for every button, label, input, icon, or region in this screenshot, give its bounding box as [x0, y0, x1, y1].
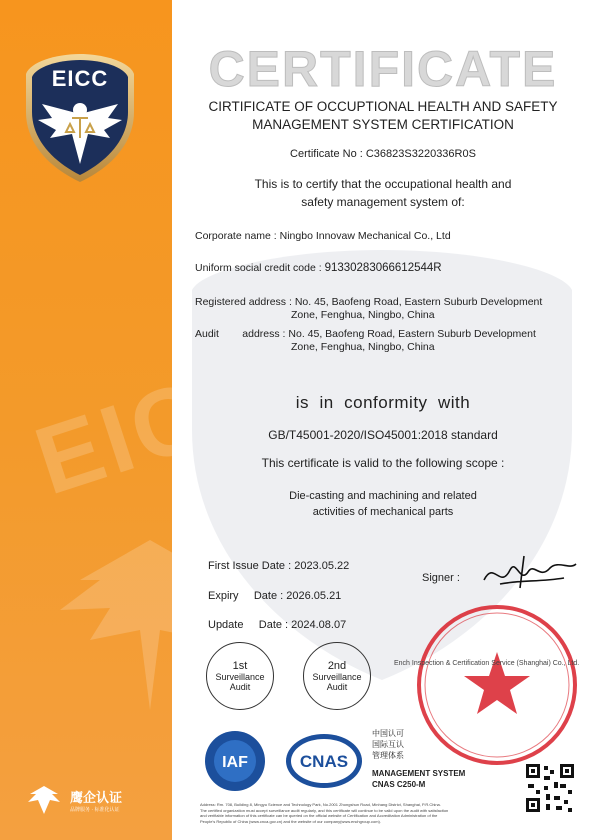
certificate-number: Certificate No : C36823S3220336R0S	[290, 148, 476, 160]
mgmt-line: CNAS C250-M	[372, 780, 426, 789]
certificate-body	[172, 0, 594, 840]
brand-eagle-icon	[24, 780, 64, 820]
surveillance-label: Surveillance Audit	[215, 672, 265, 692]
mgmt-line: MANAGEMENT SYSTEM	[372, 769, 466, 778]
signature-icon	[480, 550, 580, 594]
scope-text	[172, 488, 594, 520]
registered-address-label: Registered address :	[195, 296, 295, 308]
update-label: Update Date :	[208, 619, 292, 631]
update-value: 2024.08.07	[291, 619, 347, 631]
corporate-name-value: Ningbo Innovaw Mechanical Co., Ltd	[279, 230, 451, 242]
footer-line: and verifiable information of this certificate can be queried on the official website of Certification and Accreditation Administration of the	[200, 813, 438, 818]
company-seal-icon	[412, 600, 582, 770]
footer-line: People's Republic of China (www.cnca.gov.cn) and the website of our company(www.enchgroup.com).	[200, 818, 382, 824]
expiry-date-row	[208, 590, 341, 602]
audit-address-line-1: No. 45, Baofeng Road, Eastern Suburb Development	[288, 328, 536, 340]
intro-text	[172, 175, 594, 211]
accreditation-cn	[372, 728, 404, 761]
first-issue-label: First Issue Date :	[208, 560, 295, 572]
cn-line: 管理体系	[372, 751, 404, 760]
certificate-subtitle	[172, 98, 594, 134]
registered-address-line-2: Zone, Fenghua, Ningbo, China	[291, 309, 435, 321]
audit-address-line-2: Zone, Fenghua, Ningbo, China	[291, 341, 435, 353]
expiry-value: 2026.05.21	[286, 590, 342, 602]
second-surveillance-circle	[303, 642, 371, 710]
scope-line-2: activities of mechanical parts	[312, 506, 454, 518]
subtitle-line-1: CIRTIFICATE OF OCCUPTIONAL HEALTH AND SAFETY	[208, 99, 558, 114]
audit-address-row	[195, 328, 536, 354]
brand-name: 鹰企认证	[70, 790, 123, 805]
update-date-row	[208, 619, 346, 631]
brand-tagline: 品牌服务 · 标准化认证	[70, 807, 120, 813]
logo-text: EICC	[51, 66, 109, 91]
footer-line: The certified organization must accept surveillance audit regularly, and this certificate will continue to be valid upon the audit with satisfaction	[200, 807, 449, 813]
cnas-logo-icon	[284, 732, 364, 790]
surveillance-number: 1st	[232, 660, 248, 672]
registered-address-line-1: No. 45, Baofeng Road, Eastern Suburb Development	[294, 296, 543, 308]
brand-footer	[24, 780, 122, 820]
surveillance-number: 2nd	[327, 660, 347, 672]
subtitle-line-2: MANAGEMENT SYSTEM CERTIFICATION	[252, 117, 514, 132]
signer-label: Signer :	[422, 572, 460, 584]
qr-code-icon[interactable]	[524, 762, 576, 814]
cnas-text: CNAS	[299, 752, 349, 771]
footer-line: Address: Rm. 708, Building 8, Mingyu Science and Technology Park, No.2001 Zhongshun Road, Minhang District, Shanghai, P.R.China.	[200, 802, 441, 807]
registered-address-row	[195, 296, 542, 322]
iaf-text: IAF	[222, 754, 248, 771]
accreditation-mgmt	[372, 768, 465, 790]
intro-line-2: safety management system of:	[301, 195, 465, 209]
credit-code-row	[195, 262, 442, 275]
footer-notes	[200, 802, 520, 824]
certification-body-name: Ench Inspection & Certification Service (Shanghai) Co., Ltd.	[394, 660, 580, 667]
scope-lead: This certificate is valid to the following scope :	[261, 456, 505, 470]
expiry-label: Expiry Date :	[208, 590, 287, 602]
cn-line: 中国认可	[372, 729, 404, 738]
standard-name: GB/T45001-2020/ISO45001:2018 standard	[268, 428, 498, 442]
iaf-logo-icon	[204, 730, 266, 792]
cn-line: 国际互认	[372, 740, 404, 749]
first-surveillance-circle	[206, 642, 274, 710]
audit-address-label: Audit address :	[195, 328, 289, 340]
scope-line-1: Die-casting and machining and related	[289, 490, 477, 502]
credit-code-value: 91330283066612544R	[324, 262, 442, 274]
corporate-name-label: Corporate name :	[195, 230, 280, 242]
first-issue-value: 2023.05.22	[294, 560, 350, 572]
surveillance-label: Surveillance Audit	[312, 672, 362, 692]
certificate-title: CERTIFICATE	[208, 41, 558, 97]
conformity-statement: is in conformity with	[295, 393, 471, 412]
first-issue-date-row	[208, 560, 349, 572]
sidebar-watermark: EICC	[23, 337, 290, 516]
corporate-name-row	[195, 230, 451, 243]
intro-line-1: This is to certify that the occupational health and	[254, 177, 512, 191]
credit-code-label: Uniform social credit code :	[195, 262, 325, 274]
